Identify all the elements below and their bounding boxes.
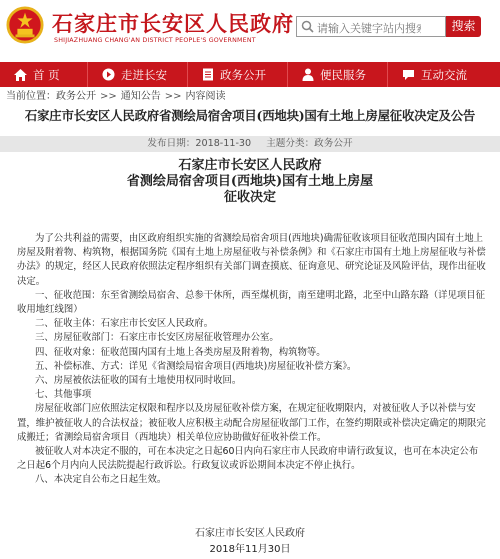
- nav-item-services[interactable]: [288, 62, 388, 87]
- paragraph: 房屋征收部门应依照法定权限和程序以及房屋征收补偿方案，在规定征收期限内，对被征收人予以补偿与安置，维护被征收人的合法权益；被征收人应积极主动配合房屋征收部门工作，在签约期限或补偿决定确定的期限完成搬迁；省测绘局宿舍项目（西地块）相关单位应协助做好征收补偿工作。: [17, 403, 486, 443]
- site-header: [0, 0, 500, 62]
- paragraph: 被征收人对本决定不服的，可在本决定之日起60日内向石家庄市人民政府申请行政复议，也可在本决定公布之日起6个月内向人民法院提起行政诉讼。行政复议或诉讼期间本决定不停止执行。: [17, 446, 479, 472]
- nav-item-about[interactable]: [88, 62, 188, 87]
- nav-item-label: 首 页: [33, 67, 60, 82]
- paragraph: 六、房屋被依法征收的国有土地使用权同时收回。: [35, 375, 242, 387]
- nav-item-label: 互动交流: [421, 67, 467, 82]
- breadcrumb: [0, 88, 500, 106]
- breadcrumb-separator: >>: [100, 91, 117, 102]
- nav-item-label: 便民服务: [320, 67, 366, 82]
- breadcrumb-prefix: 当前位置：: [6, 91, 56, 102]
- topic-category: 主题分类：政务公开: [266, 138, 353, 149]
- search-input[interactable]: [297, 19, 425, 38]
- paragraph: 二、征收主体：石家庄市长安区人民政府。: [35, 318, 214, 330]
- paragraph: 五、补偿标准、方式：详见《省测绘局宿舍项目(西地块)房屋征收补偿方案》。: [35, 360, 357, 372]
- breadcrumb-item-notices[interactable]: 通知公告: [120, 91, 161, 102]
- signature-date: 2018年11月30日: [209, 544, 291, 555]
- page-title: 石家庄市长安区人民政府省测绘局宿舍项目(西地块)国有土地上房屋征收决定及公告: [24, 108, 476, 123]
- doc-title-line: 省测绘局宿舍项目(西地块)国有土地上房屋: [126, 174, 374, 189]
- national-emblem-icon[interactable]: [6, 6, 44, 44]
- search-icon: [301, 20, 314, 33]
- breadcrumb-item-reading: 内容阅读: [185, 91, 226, 102]
- article-meta: [0, 136, 500, 152]
- signature-org: 石家庄市长安区人民政府: [195, 528, 305, 539]
- arrow-icon: [102, 68, 115, 81]
- nav-item-label: 政务公开: [220, 67, 266, 82]
- breadcrumb-separator: >>: [164, 91, 182, 102]
- user-icon: [302, 68, 314, 81]
- nav-item-gov-affairs[interactable]: [188, 62, 288, 87]
- paragraph: 七、其他事项: [35, 389, 92, 401]
- paragraph: 为了公共利益的需要，由区政府组织实施的省测绘局宿舍项目(西地块)确需征收该项目征收范围内国有土地上房屋及附着物、构筑物，根据国务院《国有土地上房屋征收与补偿条例》和《石家庄市国有土地上房屋征收与补偿办法》的规定，经区人民政府依照法定程序组织有关部门调查摸底、征询意见、研究论证及风险评估，现作出征收决定。: [17, 233, 486, 287]
- doc-title-line: 征收决定: [223, 190, 276, 205]
- home-icon: [14, 69, 27, 81]
- paragraph: 八、本决定自公布之日起生效。: [35, 474, 167, 486]
- paragraph: 三、房屋征收部门：石家庄市长安区房屋征收管理办公室。: [35, 332, 279, 344]
- article-body: [17, 232, 487, 488]
- chat-icon: [402, 69, 415, 81]
- search-box: [296, 16, 446, 37]
- nav-item-interaction[interactable]: [388, 62, 500, 87]
- document-icon: [202, 68, 214, 81]
- doc-title-line: 石家庄市长安区人民政府: [178, 158, 322, 173]
- article-header: [0, 158, 500, 206]
- paragraph: 一、征收范围：东至省测绘局宿舍、总参干休所，西至煤机街，南至建明北路，北至中山路东路（详见项目征收用地红线图）: [17, 289, 486, 316]
- nav-item-label: 走进长安: [121, 67, 167, 82]
- nav-item-home[interactable]: [0, 62, 88, 87]
- publish-date: 发布日期：2018-11-30: [147, 138, 252, 149]
- breadcrumb-item-gov-affairs[interactable]: 政务公开: [56, 91, 96, 102]
- main-nav: [0, 62, 500, 87]
- search-button[interactable]: 搜索: [446, 16, 481, 37]
- paragraph: 四、征收对象：征收范围内国有土地上各类房屋及附着物，构筑物等。: [35, 346, 326, 358]
- site-subtitle: SHIJIAZHUANG CHANG'AN DISTRICT PEOPLE'S GOVERNMENT: [54, 37, 256, 44]
- site-title[interactable]: 石家庄市长安区人民政府: [52, 11, 294, 36]
